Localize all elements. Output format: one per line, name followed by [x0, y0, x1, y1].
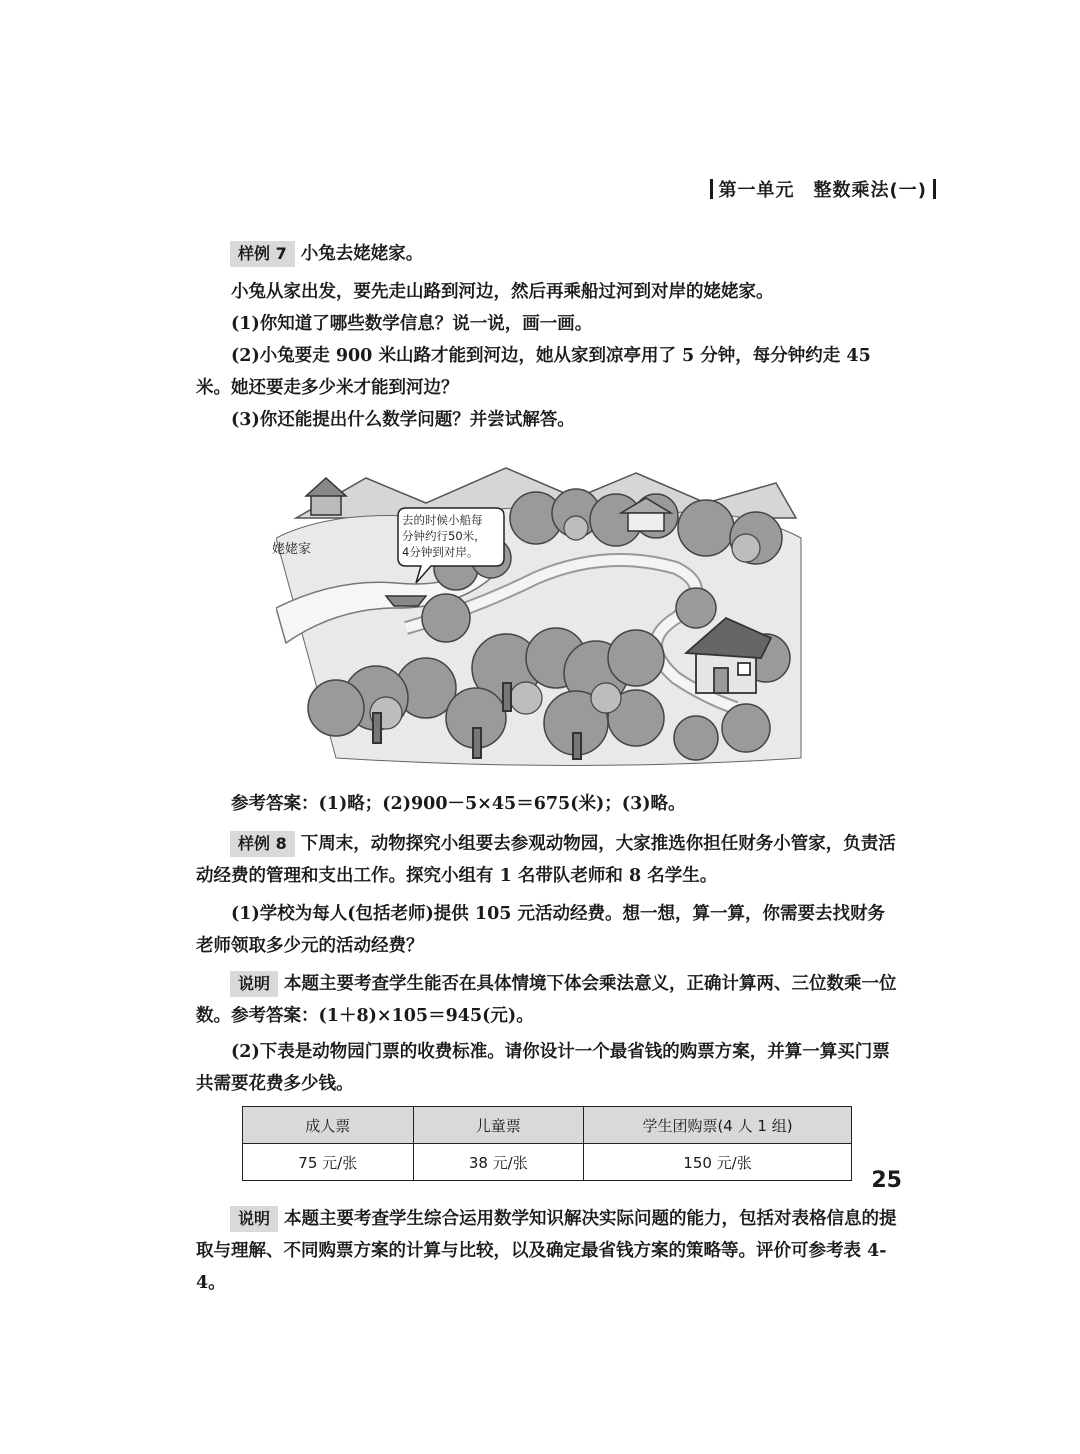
bubble-line-3: 4分钟到对岸。 — [402, 545, 479, 559]
table-cell-child-price: 38 元/张 — [413, 1144, 584, 1181]
table-cell-adult-price: 75 元/张 — [243, 1144, 414, 1181]
header-bar-left — [710, 179, 713, 199]
example8-heading — [196, 828, 902, 892]
example7-heading — [196, 238, 902, 270]
note-1-label: 说明 — [230, 971, 278, 997]
example7-paragraph-1: 小兔从家出发，要先走山路到河边，然后再乘船过河到对岸的姥姥家。 — [231, 282, 774, 302]
header-title: 第一单元 整数乘法(一) — [718, 180, 927, 201]
example8-note-2 — [196, 1203, 902, 1299]
example8-note-1 — [196, 968, 902, 1032]
bubble-line-2: 分钟约行50米， — [402, 529, 486, 543]
table-header-group: 学生团购票(4 人 1 组) — [584, 1107, 852, 1144]
example7-reference-answer: 参考答案：(1)略；(2)900－5×45＝675(米)；(3)略。 — [231, 794, 686, 814]
example7-question-2: (2)小兔要走 900 米山路才能到河边，她从家到凉亭用了 5 分钟，每分钟约走 45 米。她还要走多少米才能到河边？ — [196, 346, 871, 398]
place-label-grandma-house: 姥姥家 — [272, 542, 312, 557]
page-number: 25 — [871, 1168, 902, 1193]
note-1-text: 本题主要考查学生能否在具体情境下体会乘法意义，正确计算两、三位数乘一位数。参考答案：(1＋8)×105＝945(元)。 — [196, 974, 897, 1026]
example7-question-3: (3)你还能提出什么数学问题？并尝试解答。 — [231, 410, 575, 430]
ticket-fee-table — [242, 1106, 852, 1181]
illustration-drawing — [276, 458, 806, 768]
example8-label: 样例 8 — [230, 831, 295, 857]
example8-intro: 下周末，动物探究小组要去参观动物园，大家推选你担任财务小管家，负责活动经费的管理和支出工作。探究小组有 1 名带队老师和 8 名学生。 — [196, 834, 896, 886]
example8-question-1: (1)学校为每人(包括老师)提供 105 元活动经费。想一想，算一算，你需要去找财务老师领取多少元的活动经费？ — [196, 904, 886, 956]
table-header-child: 儿童票 — [413, 1107, 584, 1144]
note-2-label: 说明 — [230, 1206, 278, 1232]
example7-question-1: (1)你知道了哪些数学信息？说一说，画一画。 — [231, 314, 593, 334]
bubble-line-1: 去的时候小船每 — [402, 513, 483, 527]
example7-title: 小兔去姥姥家。 — [300, 244, 424, 264]
table-header-adult: 成人票 — [243, 1107, 414, 1144]
table-cell-group-price: 150 元/张 — [584, 1144, 852, 1181]
note-2-text: 本题主要考查学生综合运用数学知识解决实际问题的能力，包括对表格信息的提取与理解、不同购票方案的计算与比较，以及确定最省钱方案的策略等。评价可参考表 4-4。 — [196, 1209, 897, 1293]
table-header-row — [243, 1107, 852, 1144]
page-content — [196, 238, 902, 1299]
example7-label: 样例 7 — [230, 241, 295, 267]
example8-question-2: (2)下表是动物园门票的收费标准。请你设计一个最省钱的购票方案，并算一算买门票共需要花费多少钱。 — [196, 1042, 890, 1094]
header-bar-right — [933, 179, 936, 199]
running-header — [704, 176, 942, 202]
table-row — [243, 1144, 852, 1181]
speech-bubble — [402, 512, 502, 560]
story-illustration — [272, 458, 806, 768]
